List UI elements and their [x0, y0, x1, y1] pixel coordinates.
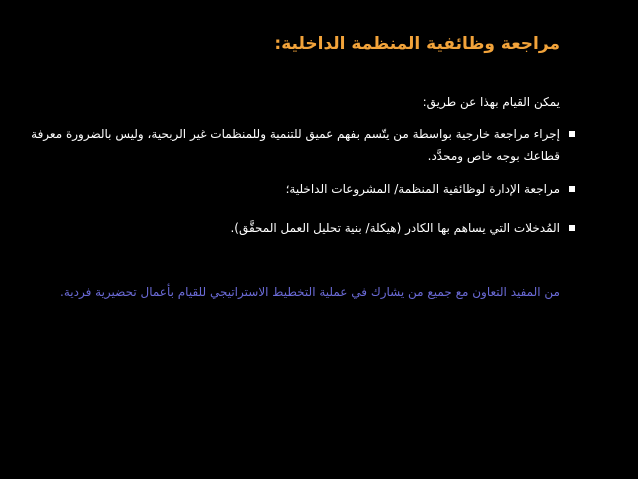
bullet-text: المُدخلات التي يساهم بها الكادر (هيكلة/ بنية تحليل العمل المحقَّق).: [230, 221, 560, 235]
note-text: من المفيد التعاون مع جميع من يشارك في عملية التخطيط الاستراتيجي للقيام بأعمال تحضيرية فردية.: [60, 285, 560, 299]
intro-text: يمكن القيام بهذا عن طريق:: [422, 95, 560, 109]
bullet-item: [10, 217, 560, 239]
bullet-item: [10, 123, 560, 167]
square-bullet-icon: [569, 131, 575, 137]
bullet-item: [10, 178, 560, 200]
square-bullet-icon: [569, 186, 575, 192]
slide-title: مراجعة وظائفية المنظمة الداخلية:: [274, 34, 560, 54]
square-bullet-icon: [569, 225, 575, 231]
bullet-text: مراجعة الإدارة لوظائفية المنظمة/ المشروعات الداخلية؛: [285, 182, 560, 196]
bullet-text: إجراء مراجعة خارجية بواسطة من يتّسم بفهم عميق للتنمية وللمنظمات غير الربحية، وليس بالضرورة معرفة قطاعك بوجه خاص ومحدَّد.: [31, 127, 560, 163]
